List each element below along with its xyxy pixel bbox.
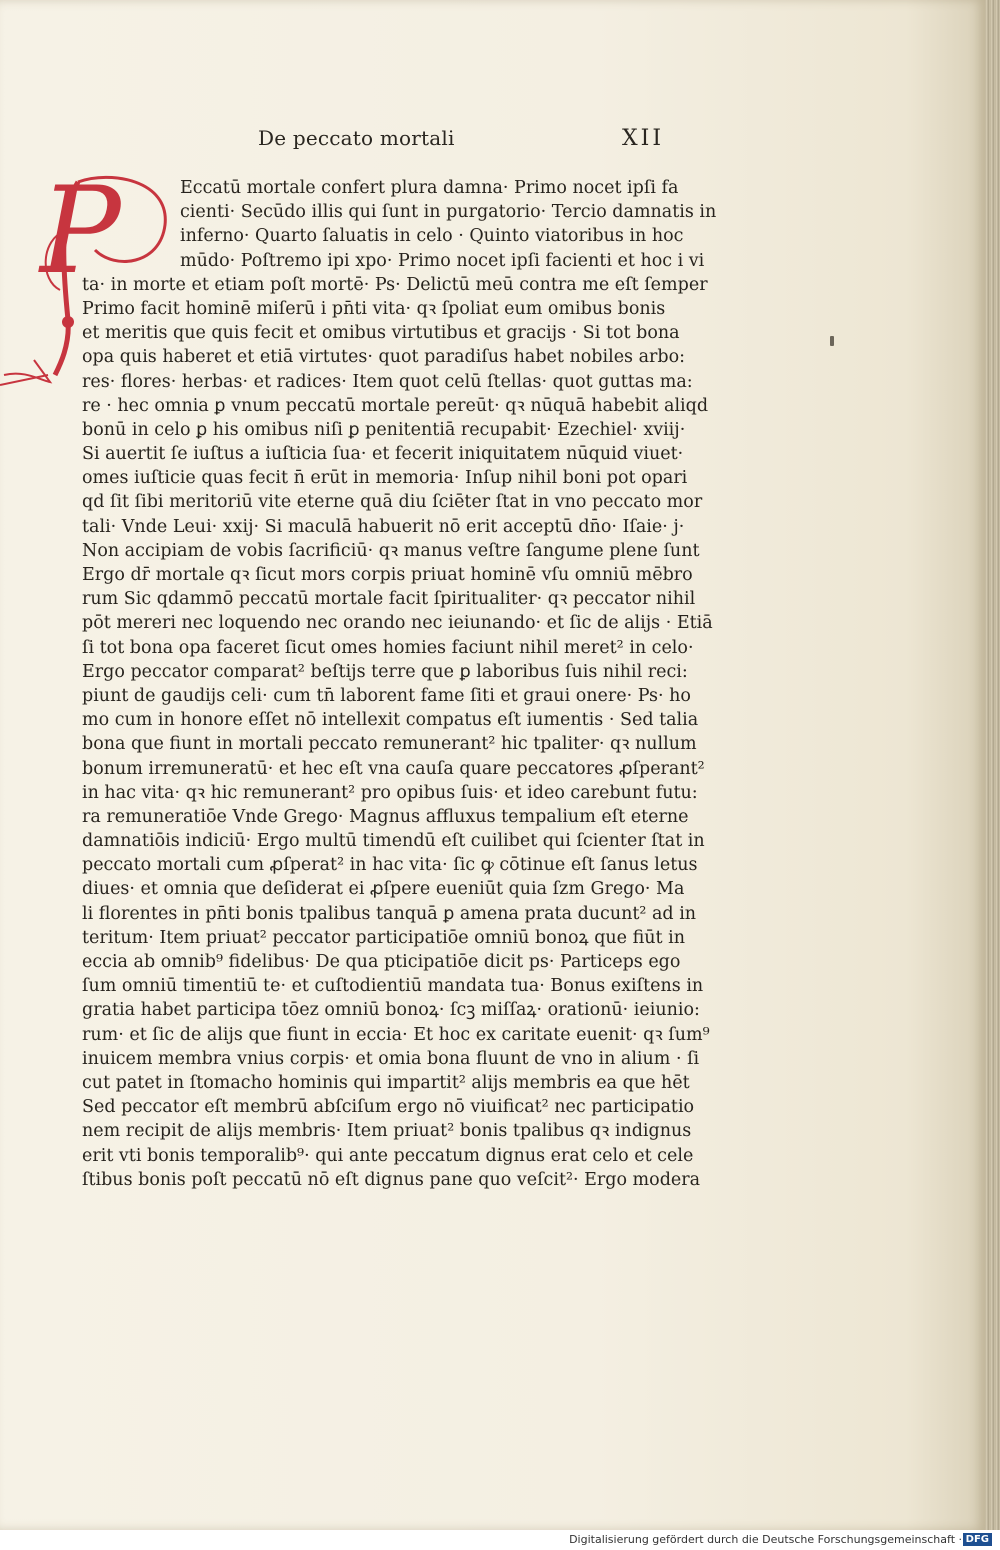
text-line: gratia habet participa tōez omniū bonoꝝ· ſcꝫ miſſaꝝ· orationū· ieiunio: bbox=[82, 1000, 700, 1021]
text-line: re · hec omnia ꝑ vnum peccatū mortale pereūt· qꝛ nūquā habebit aliqd bbox=[82, 395, 709, 416]
dfg-logo-icon: DFG bbox=[963, 1533, 992, 1546]
text-line: teritum· Item priuat² peccator participatiōe omniū bonoꝝ que fiūt in bbox=[82, 927, 686, 948]
text-line: ra remuneratiōe Vnde Grego· Magnus affluxus tempalium eſt eterne bbox=[82, 806, 689, 827]
text-line: ſi tot bona opa faceret ſicut omes homies faciunt nihil meret² in celo· bbox=[82, 637, 694, 658]
text-line: bona que fiunt in mortali peccato remunerant² hic tpaliter· qꝛ nullum bbox=[82, 734, 697, 755]
text-line: diues· et omnia que deſiderat ei ꝓſpere eueniūt quia ſzm Grego· Ma bbox=[82, 879, 685, 900]
text-line: cut patet in ſtomacho hominis qui impartit² alijs membris ea que hēt bbox=[82, 1072, 690, 1093]
text-line: Ergo peccator comparat² beſtijs terre que ꝑ laboribus ſuis nihil reci: bbox=[82, 661, 688, 682]
text-line: ſtibus bonis poſt peccatū nō eſt dignus pane quo veſcit²· Ergo modera bbox=[82, 1169, 701, 1190]
footer-credit: Digitalisierung gefördert durch die Deutsche Forschungsgemeinschaft · bbox=[569, 1533, 962, 1546]
folio-number: XII bbox=[622, 126, 665, 151]
text-line: mo cum in honore eſſet nō intellexit compatus eſt iumentis · Sed talia bbox=[82, 710, 699, 731]
running-head bbox=[0, 126, 985, 160]
text-line: Ergo dr̄ mortale qꝛ ſicut mors corpis priuat hominē vſu omniū mēbro bbox=[82, 565, 693, 585]
text-line: cienti· Secūdo illis qui ſunt in purgatorio· Tercio damnatis in bbox=[180, 202, 717, 223]
margin-mark bbox=[830, 336, 834, 346]
page-edge bbox=[985, 0, 1000, 1530]
text-line: eccia ab omnib⁹ fidelibus· De qua pticipatiōe dicit ps· Particeps ego bbox=[82, 952, 681, 972]
text-line: nem recipit de alijs membris· Item priuat² bonis tpalibus qꝛ indignus bbox=[82, 1121, 692, 1142]
text-line: rum· et ſic de alijs que fiunt in eccia· Et hoc ex caritate euenit· qꝛ ſum⁹ bbox=[82, 1024, 710, 1045]
text-line: li florentes in pn̄ti bonis tpalibus tanquā ꝑ amena prata ducunt² ad in bbox=[82, 903, 697, 924]
text-line: Primo facit hominē miſerū i pn̄ti vita· qꝛ ſpoliat eum omibus bonis bbox=[82, 298, 666, 319]
text-line: inferno· Quarto ſaluatis in celo · Quinto viatoribus in hoc bbox=[180, 226, 684, 247]
running-head-title: De peccato mortali bbox=[258, 126, 455, 150]
text-line: ta· in morte et etiam poſt mortē· Ps· Delictū meū contra me eſt ſemper bbox=[82, 274, 708, 295]
text-line: peccato mortali cum ꝓſperat² in hac vita· ſic ꝙ cōtinue eſt ſanus letus bbox=[82, 855, 698, 876]
main-text-column bbox=[82, 176, 730, 1192]
text-line: Sed peccator eſt membrū abſciſum ergo nō viuificat² nec participatio bbox=[82, 1097, 695, 1118]
text-line: bonū in celo ꝑ his omibus niſi ꝑ penitentiā recupabit· Ezechiel· xviij· bbox=[82, 419, 686, 440]
text-line: Non accipiam de vobis ſacrificiū· qꝛ manus veſtre ſangume plene ſunt bbox=[82, 540, 700, 561]
text-line: damnatiōis indiciū· Ergo multū timendū eſt cuilibet qui ſcienter ſtat in bbox=[82, 831, 705, 852]
text-line: rum Sic qdammō peccatū mortale facit ſpiritualiter· qꝛ peccator nihil bbox=[82, 589, 696, 610]
text-line: res· flores· herbas· et radices· Item quot celū ſtellas· quot guttas ma: bbox=[82, 371, 693, 392]
text-line: inuicem membra vnius corpis· et omia bona fluunt de vno in alium · ſi bbox=[82, 1048, 700, 1069]
text-line: Eccatū mortale confert plura damna· Primo nocet ipſi fa bbox=[180, 178, 679, 198]
text-line: in hac vita· qꝛ hic remunerant² pro opibus ſuis· et ideo carebunt futu: bbox=[82, 782, 698, 803]
footer-bar bbox=[0, 1530, 1000, 1550]
text-line: opa quis haberet et etiā virtutes· quot paradiſus habet nobiles arbo: bbox=[82, 347, 686, 368]
text-line: ſum omniū timentiū te· et cuſtodientiū mandata tua· Bonus exiſtens in bbox=[82, 976, 704, 997]
text-line: qd ſit ſibi meritoriū vite eterne quā diu ſciēter ſtat in vno peccato mor bbox=[82, 492, 703, 513]
text-line: omes iuſticie quas fecit n̄ erūt in memoria· Inſup nihil boni pot opari bbox=[82, 468, 688, 489]
text-line: Si auertit ſe iuſtus a iuſticia ſua· et fecerit iniquitatem nūquid viuet· bbox=[82, 444, 684, 465]
text-line: bonum irremuneratū· et hec eſt vna cauſa quare peccatores ꝓſperant² bbox=[82, 758, 705, 779]
text-line: mūdo· Poſtremo ipi xpo· Primo nocet ipſi facienti et hoc i vi bbox=[180, 250, 705, 271]
text-line: et meritis que quis fecit et omibus virtutibus et gracijs · Si tot bona bbox=[82, 323, 680, 344]
text-line: piunt de gaudijs celi· cum tn̄ laborent fame ſiti et graui onere· Ps· ho bbox=[82, 685, 691, 706]
text-line: pōt mereri nec loquendo nec orando nec ieiunando· et ſic de alijs · Etiā bbox=[82, 613, 713, 634]
text-line: tali· Vnde Leui· xxij· Si maculā habuerit nō erit acceptū dn̄o· Iſaie· j· bbox=[82, 516, 685, 537]
text-line: erit vti bonis temporalib⁹· qui ante peccatum dignus erat celo et cele bbox=[82, 1145, 694, 1166]
drop-cap-initial: P bbox=[40, 162, 121, 301]
